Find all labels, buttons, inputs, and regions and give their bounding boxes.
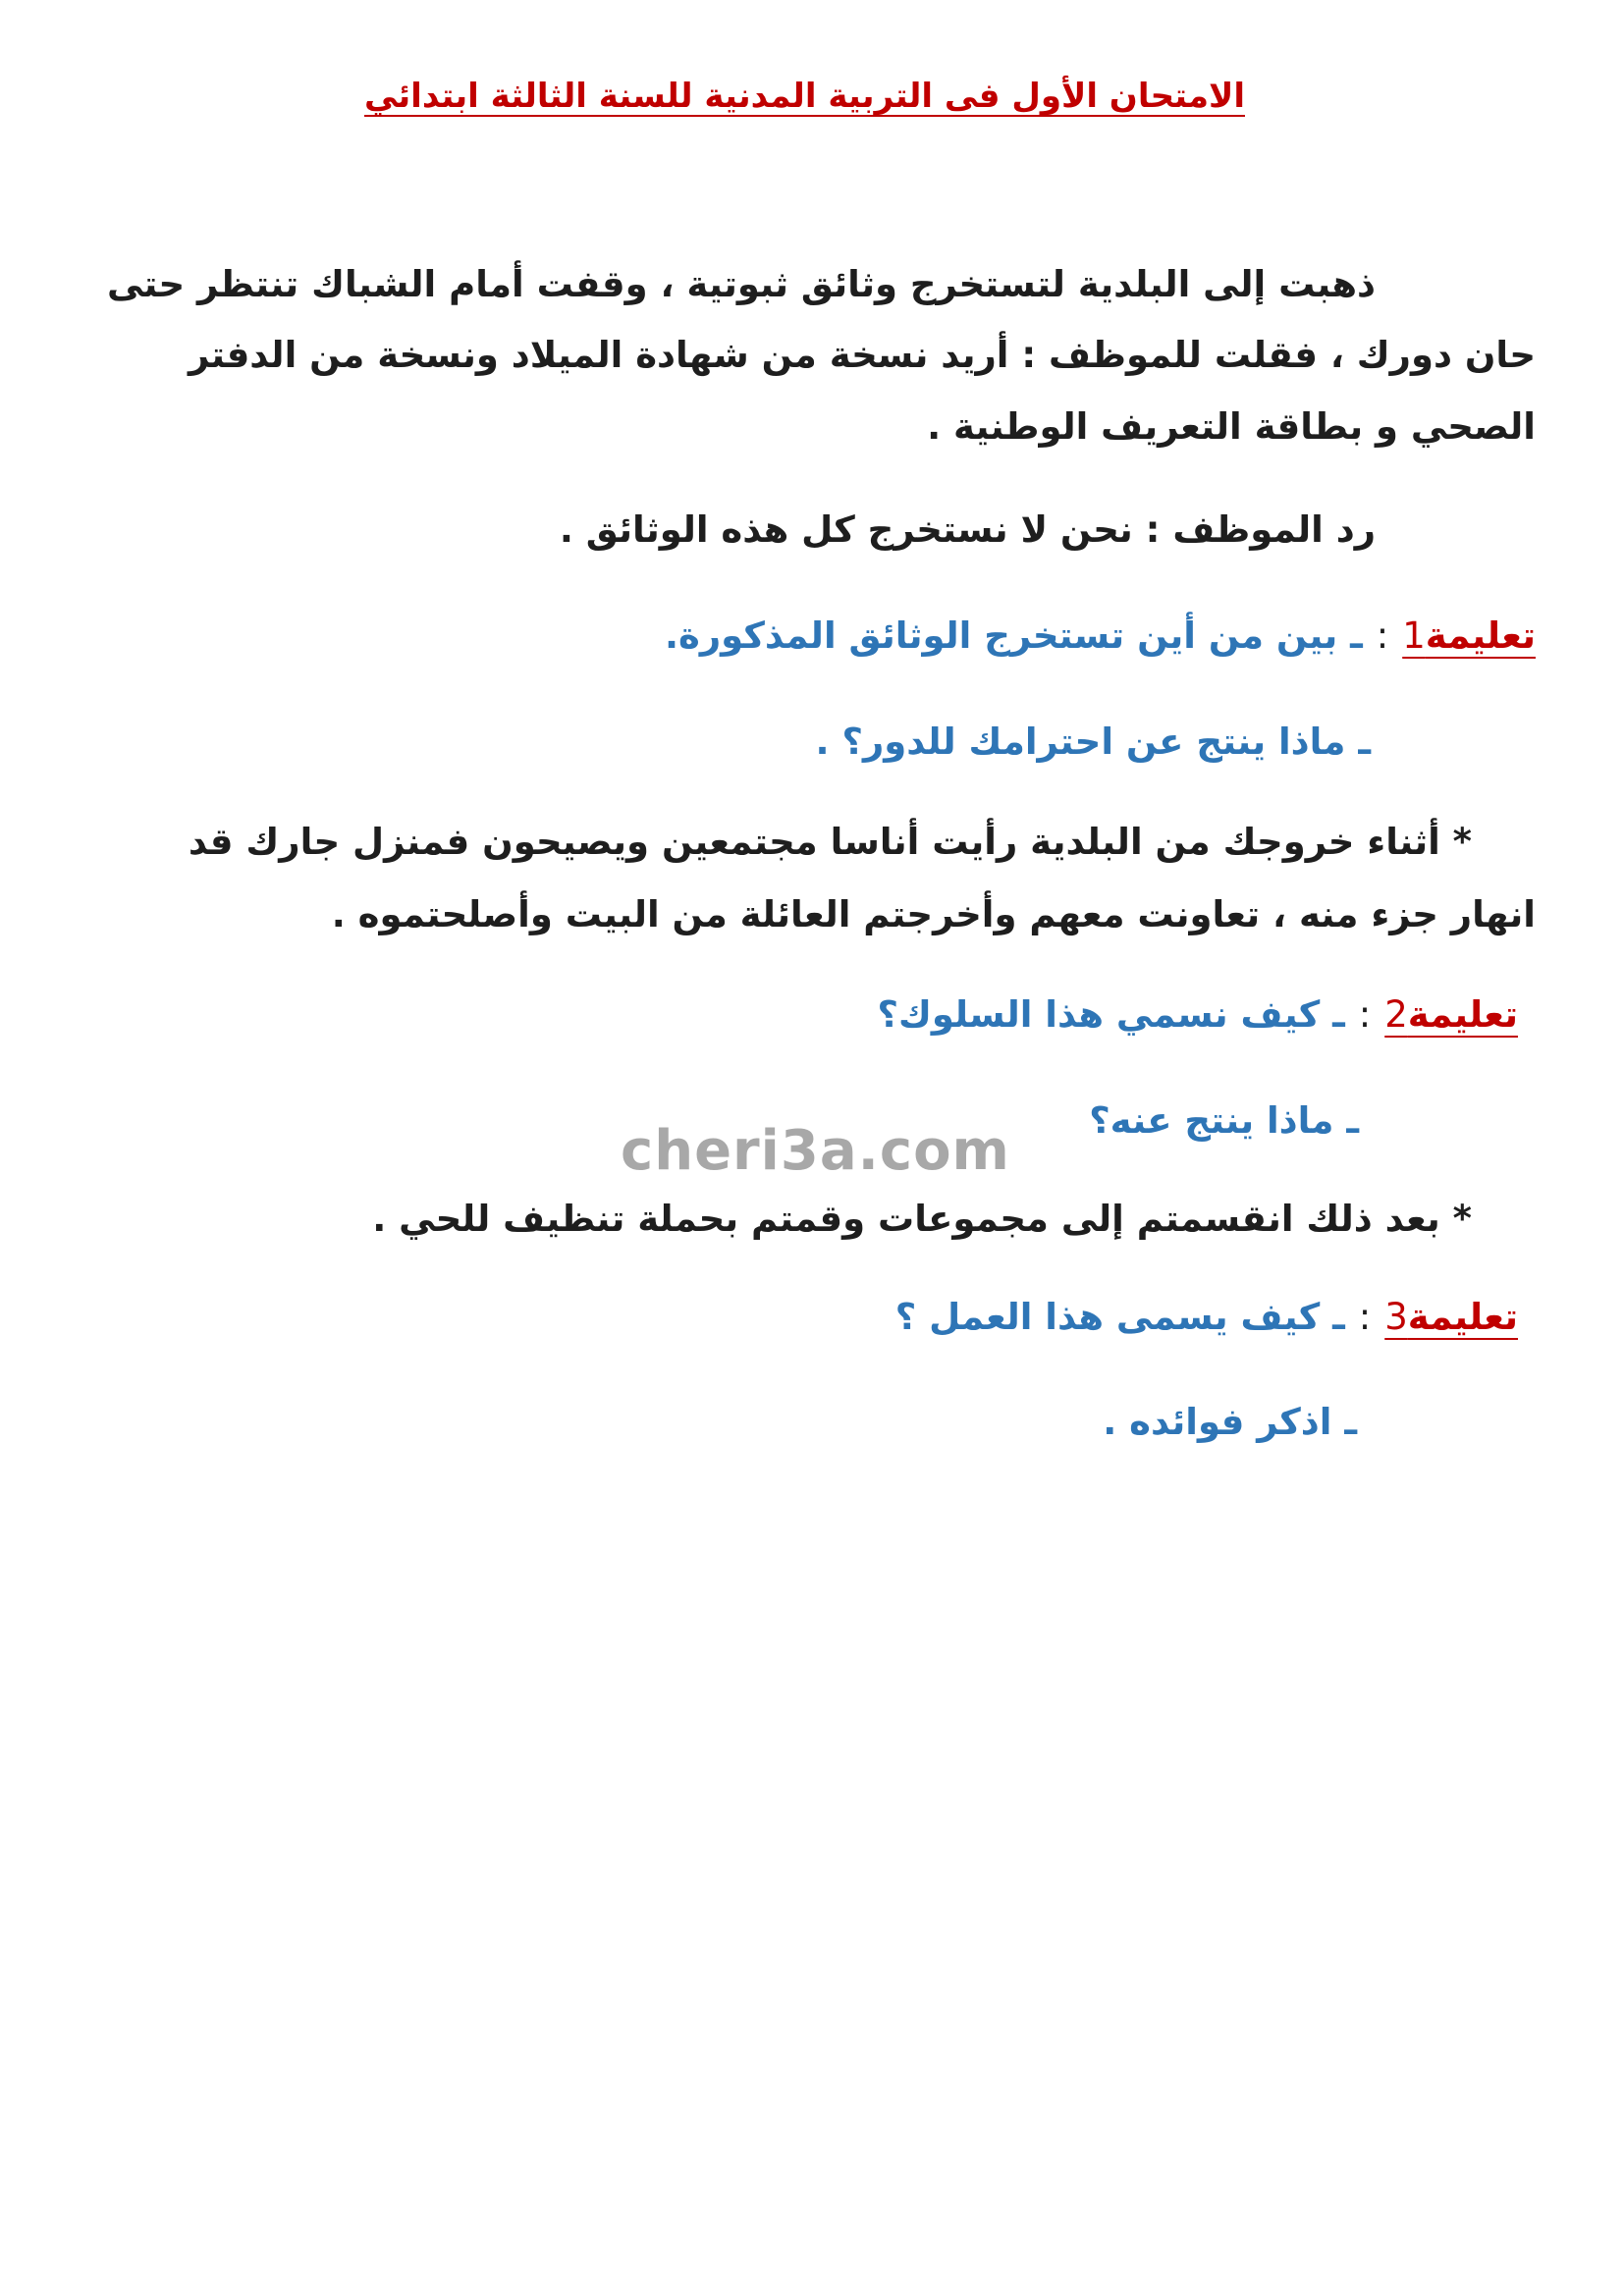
instruction-3-question-a: ـ كيف يسمى هذا العمل ؟ — [894, 1296, 1345, 1338]
instruction-2-question-a: ـ كيف نسمي هذا السلوك؟ — [877, 993, 1345, 1036]
instruction-2-number: 2 — [1384, 993, 1408, 1036]
scenario-paragraph-3: * بعد ذلك انقسمتم إلى مجموعات وقمتم بحملة تنظيف للحي . — [372, 1198, 1472, 1240]
instruction-2-colon: : — [1358, 993, 1372, 1036]
instruction-1-colon: : — [1376, 614, 1389, 657]
instruction-3-label: تعليمة — [1407, 1296, 1518, 1338]
instruction-3-colon: : — [1358, 1296, 1372, 1338]
instruction-1-number: 1 — [1402, 614, 1426, 657]
instruction-1-question-b: ـ ماذا ينتج عن احترامك للدور؟ . — [815, 721, 1371, 763]
instruction-2-label: تعليمة — [1407, 993, 1518, 1036]
scenario-paragraph-1-line-2: حان دورك ، فقلت للموظف : أريد نسخة من شهادة الميلاد ونسخة من الدفتر — [188, 334, 1536, 376]
instruction-2-question-b: ـ ماذا ينتج عنه؟ — [1089, 1099, 1359, 1142]
scenario-paragraph-1-line-3: الصحي و بطاقة التعريف الوطنية . — [927, 405, 1536, 448]
instruction-1-question-a: ـ بين من أين تستخرج الوثائق المذكورة. — [664, 614, 1363, 657]
scenario-paragraph-1-line-1: ذهبت إلى البلدية لتستخرج وثائق ثبوتية ، وقفت أمام الشباك تنتظر حتى — [106, 263, 1376, 305]
exam-title: الامتحان الأول فى التربية المدنية للسنة الثالثة ابتدائي — [364, 77, 1245, 116]
scenario-paragraph-2-line-1: * أثناء خروجك من البلدية رأيت أناسا مجتمعين ويصيحون فمنزل جارك قد — [188, 821, 1472, 863]
site-watermark: cheri3a.com — [621, 1119, 1010, 1183]
instruction-3-number: 3 — [1384, 1296, 1408, 1338]
instruction-1-label: تعليمة — [1425, 614, 1536, 657]
instruction-3-question-b: ـ اذكر فوائده . — [1103, 1401, 1357, 1443]
scenario-paragraph-2-line-2: انهار جزء منه ، تعاونت معهم وأخرجتم العائلة من البيت وأصلحتموه . — [331, 893, 1536, 935]
instruction-3 — [895, 1296, 1518, 1338]
instruction-1 — [665, 614, 1536, 657]
instruction-2 — [878, 993, 1519, 1036]
employee-reply: رد الموظف : نحن لا نستخرج كل هذه الوثائق . — [559, 508, 1376, 551]
